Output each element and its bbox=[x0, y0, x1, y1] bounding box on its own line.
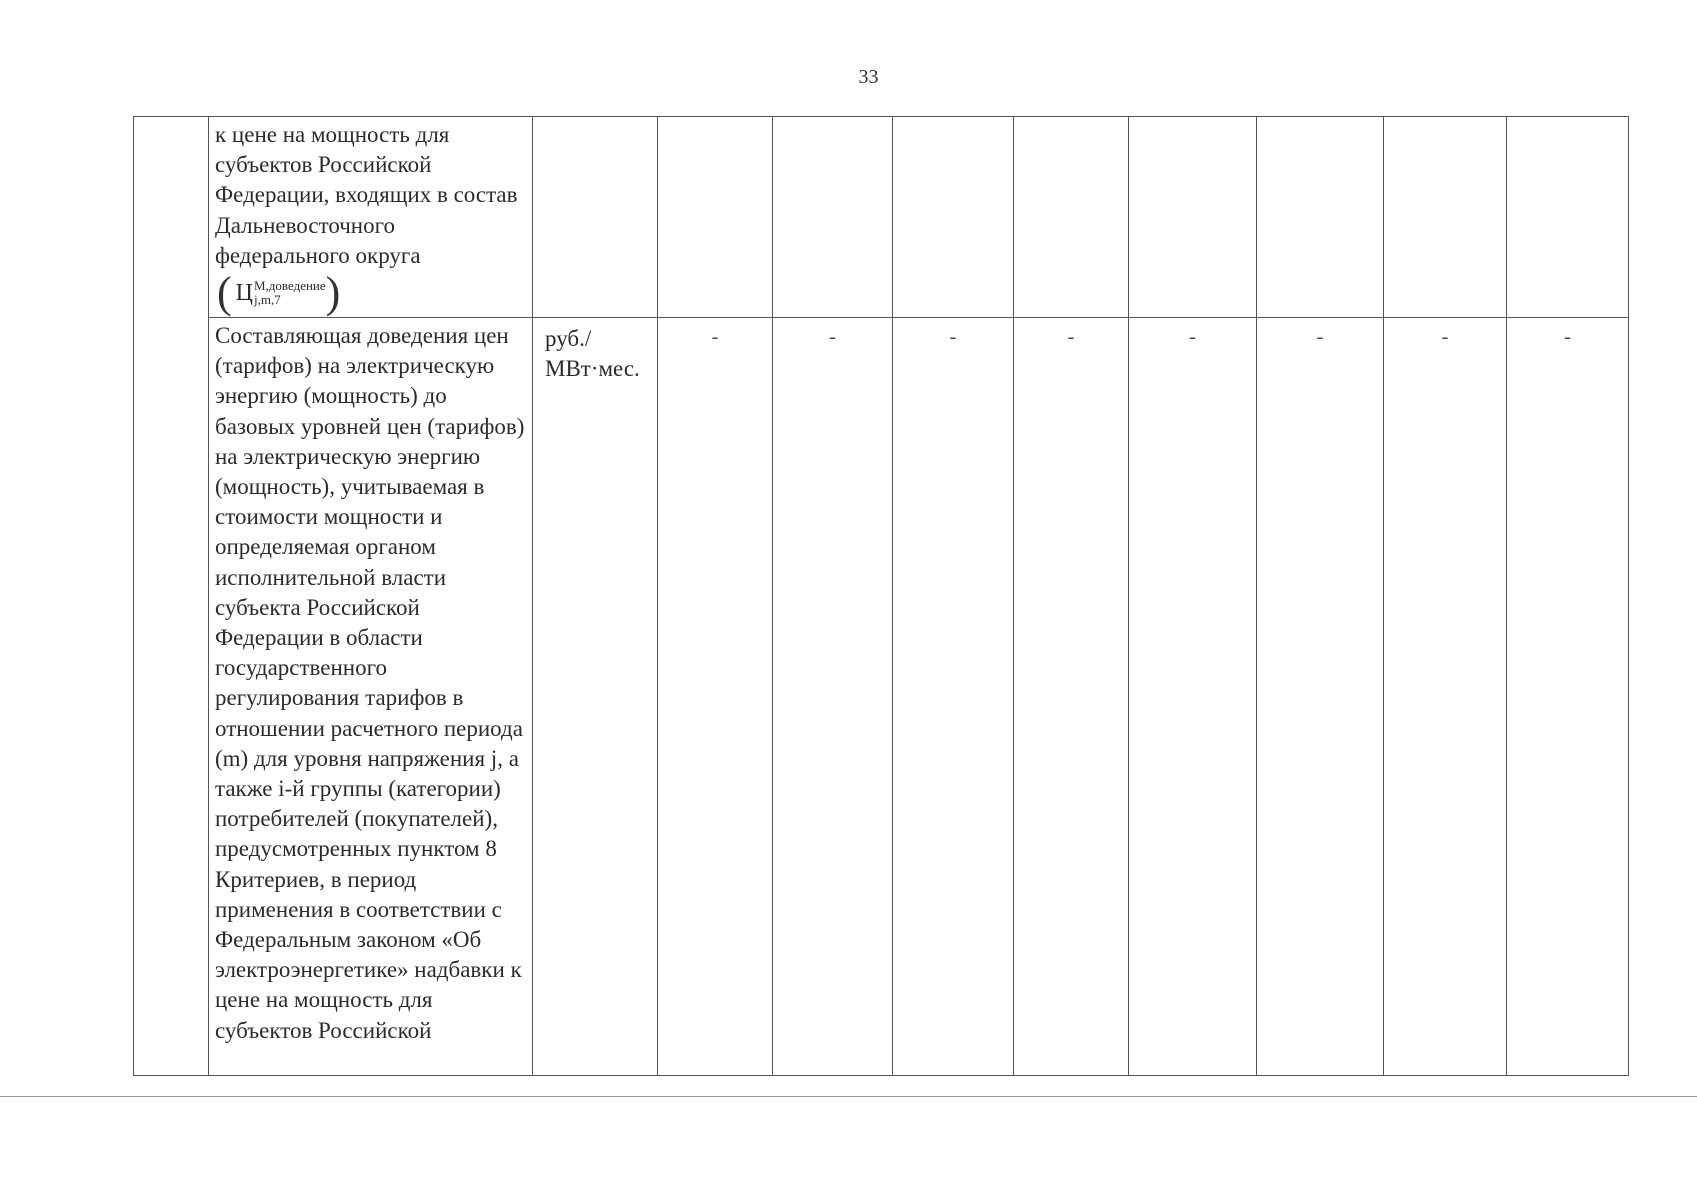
value-cell bbox=[1384, 117, 1507, 318]
page-edge-rule bbox=[0, 1096, 1697, 1097]
formula-superscript: М,доведение bbox=[254, 278, 326, 294]
value-dash: - bbox=[1564, 326, 1571, 348]
row2-description: Составляющая доведения цен (тарифов) на электрическую энергию (мощность) до базовых уровней цен (тарифов) на электрическую энергию (мощность), учитываемая в стоимости мощности и определяемая органом исполнительной власти субъекта Российской Федерации в области государственного регулирования тарифов в отношении расчетного периода (m) для уровня напряжения j, а также i-й группы (категории) потребителей (покупателей), предусмотренных пунктом 8 Критериев, в период применения в соответствии с Федеральным законом «Об электроэнергетике» надбавки к цене на мощность для субъектов Российской bbox=[215, 323, 525, 1043]
value-cell bbox=[1257, 318, 1384, 1076]
unit-cell bbox=[533, 318, 658, 1076]
table-row-continuation bbox=[134, 117, 1629, 318]
data-table bbox=[133, 116, 1629, 1076]
row-number-cell bbox=[134, 117, 209, 1076]
value-cell bbox=[773, 117, 893, 318]
value-cell bbox=[1507, 318, 1629, 1076]
formula-subscript: j,m,7 bbox=[254, 292, 281, 308]
value-dash: - bbox=[1189, 326, 1196, 348]
value-dash: - bbox=[711, 326, 719, 348]
page-number: 33 bbox=[858, 66, 879, 88]
value-dash: - bbox=[949, 326, 957, 348]
value-cell bbox=[1384, 318, 1507, 1076]
value-cell bbox=[1014, 117, 1129, 318]
unit-cell bbox=[533, 117, 658, 318]
value-dash: - bbox=[1316, 326, 1324, 348]
value-cell bbox=[773, 318, 893, 1076]
row1-description: к цене на мощность для субъектов Российской Федерации, входящих в состав Дальневосточного федерального округа bbox=[215, 122, 518, 268]
value-cell bbox=[893, 318, 1014, 1076]
value-cell bbox=[893, 117, 1014, 318]
value-cell bbox=[1129, 318, 1257, 1076]
value-cell bbox=[1257, 117, 1384, 318]
unit-label: руб./ МВт·мес. bbox=[545, 326, 640, 382]
value-dash: - bbox=[1441, 326, 1449, 348]
value-cell bbox=[658, 117, 773, 318]
value-cell bbox=[1014, 318, 1129, 1076]
value-cell bbox=[1507, 117, 1629, 318]
value-dash: - bbox=[1067, 326, 1075, 348]
value-cell bbox=[658, 318, 773, 1076]
value-dash: - bbox=[829, 326, 836, 348]
table-row bbox=[134, 318, 1629, 1076]
formula-symbol: Ц bbox=[235, 279, 253, 306]
description-cell bbox=[209, 117, 533, 318]
description-cell bbox=[209, 318, 533, 1076]
value-cell bbox=[1129, 117, 1257, 318]
formula: ( Ц М,доведение j,m,7 ) bbox=[217, 268, 341, 318]
